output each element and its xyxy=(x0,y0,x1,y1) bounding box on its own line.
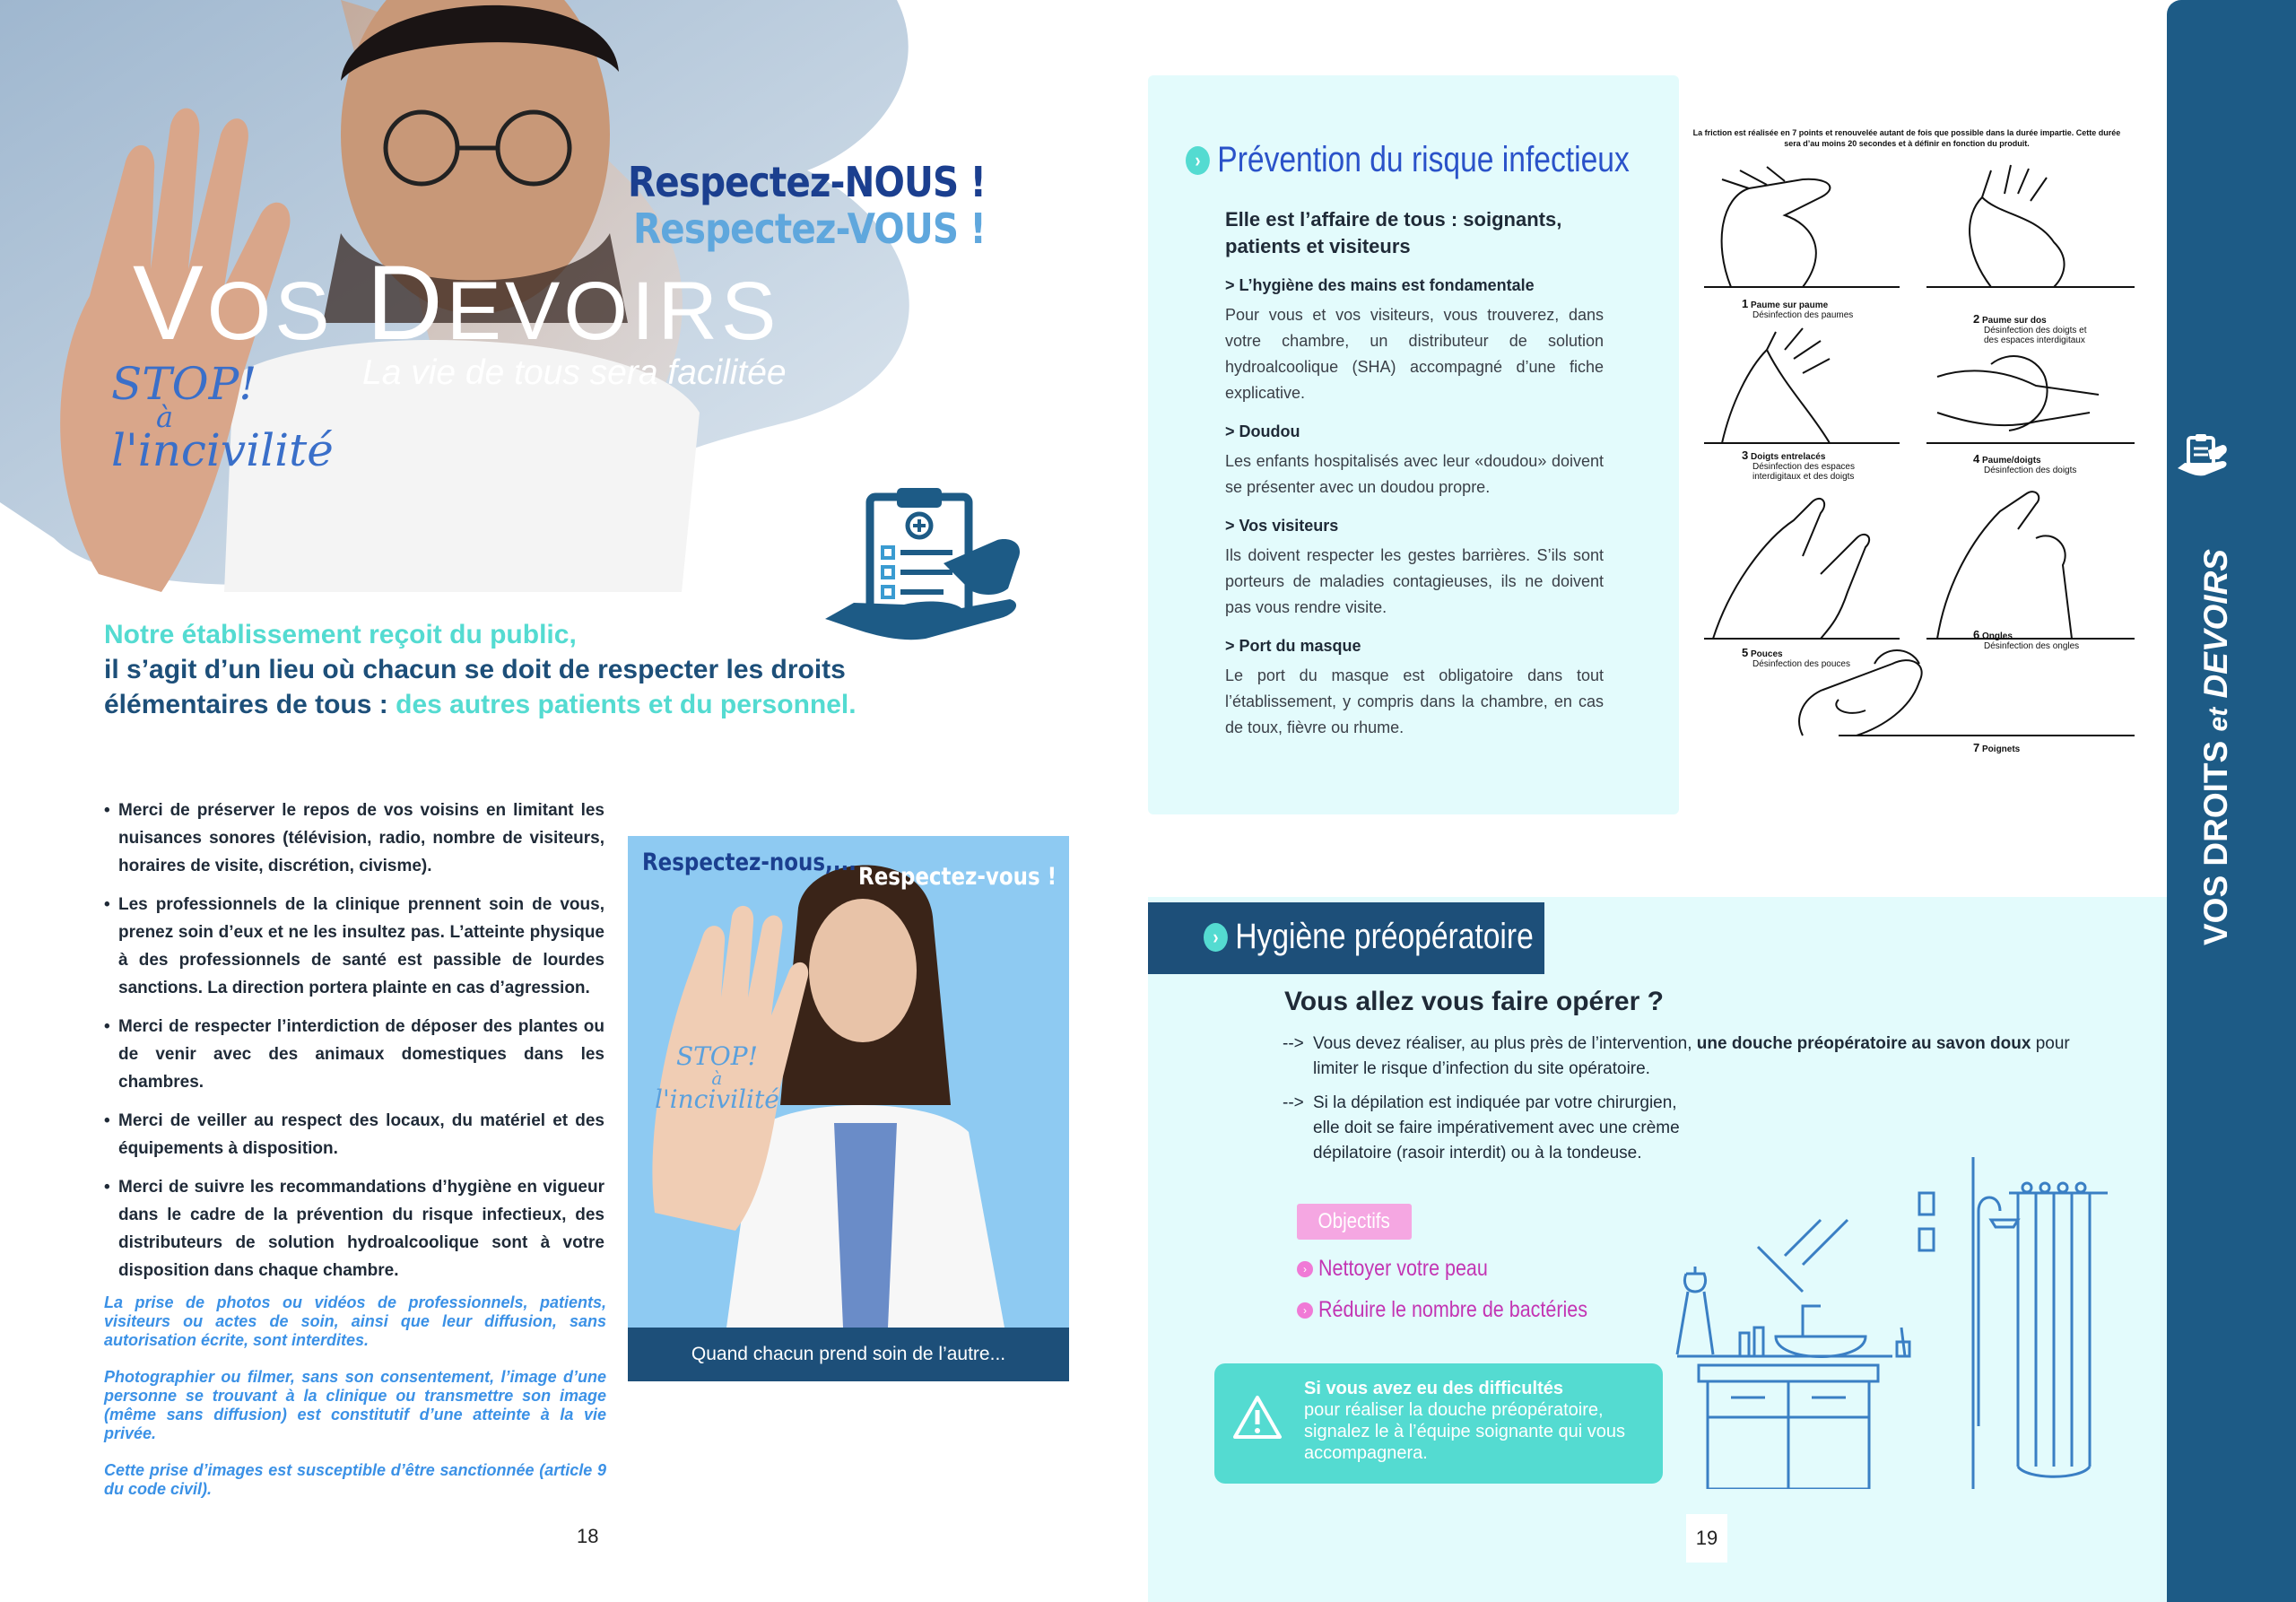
section-text: Ils doivent respecter les gestes barrières. S’ils sont porteurs de maladies contagieuses, ils ne doivent pas vous rendre visite. xyxy=(1225,546,1604,616)
sidebar-label-et: et xyxy=(2204,707,2233,732)
section-heading: > L’hygiène des mains est fondamentale xyxy=(1225,276,1535,294)
hygiene-item xyxy=(1283,1032,2072,1082)
notice-paragraph: La prise de photos ou vidéos de professionnels, patients, visiteurs ou actes de soin, ainsi que leur diffusion, sans autorisation écrite, sont interdites. xyxy=(104,1293,606,1349)
slogan-respect-nous: Respectez-NOUS ! xyxy=(628,158,987,206)
handwash-step xyxy=(1973,314,2126,345)
list-item: • Les professionnels de la clinique prennent soin de vous, prenez soin d’eux et ne les insultez pas. L’atteinte physique à des professionnels de santé est passible de lourdes sanctions. La direction portera plainte en cas d’agression. xyxy=(104,891,604,1002)
intro-part-3: des autres patients et du personnel. xyxy=(387,690,857,719)
image-rights-notice xyxy=(104,1293,606,1517)
title-part: EVOIRS xyxy=(446,266,780,357)
hygiene-item-text: Vous devez réaliser, au plus près de l’intervention, xyxy=(1313,1034,1697,1053)
handwash-header: La friction est réalisée en 7 points et renouvelée autant de fois que possible dans la durée impartie. Cette durée sera d’au moins 20 secondes et à définir en fonction du produit. xyxy=(1692,128,2121,148)
step-title: Doigts entrelacés xyxy=(1751,452,1826,462)
step-number: 3 xyxy=(1742,448,1749,462)
step-desc: Désinfection des espaces interdigitaux et des doigts xyxy=(1752,462,1855,482)
objectives-badge xyxy=(1297,1204,1412,1240)
objectives-label: Objectifs xyxy=(1318,1209,1391,1233)
section-text: Les enfants hospitalisés avec leur «doudou» doivent se présenter avec un doudou propre. xyxy=(1225,452,1604,496)
handwash-step xyxy=(1973,630,2079,651)
step-desc: Désinfection des ongles xyxy=(1984,641,2080,651)
hygiene-title-text: Hygiène préopératoire xyxy=(1235,917,1534,956)
handwash-diagram xyxy=(1695,161,2144,780)
poster-text-a: à xyxy=(711,1067,723,1089)
intro-part-1: Notre établissement reçoit du public, xyxy=(104,620,577,649)
warning-body: pour réaliser la douche préopératoire, signalez le à l’équipe soignante qui vous accompagnera. xyxy=(1304,1400,1626,1463)
warning-icon xyxy=(1232,1394,1283,1441)
handwash-step xyxy=(1742,299,1853,320)
chevron-right-icon: › xyxy=(1186,146,1210,175)
title-letter: V xyxy=(133,244,207,362)
hygiene-item xyxy=(1283,1091,1695,1166)
step-desc: Désinfection des paumes xyxy=(1752,310,1854,320)
poster-photo xyxy=(628,836,1069,1381)
hand-text-a: à xyxy=(156,400,174,434)
chevron-right-icon: › xyxy=(1297,1261,1313,1277)
notice-paragraph: Photographier ou filmer, sans son consentement, l’image d’une personne se trouvant à la clinique ou transmettre son image (même sans diffusion) est constitutif d’une atteinte à la vie privée. xyxy=(104,1368,606,1442)
poster-slogan-1: Respectez-nous,... xyxy=(642,849,857,876)
step-number: 4 xyxy=(1973,452,1980,466)
step-desc: Désinfection des doigts xyxy=(1984,466,2077,475)
section-heading: > Port du masque xyxy=(1225,637,1361,655)
objective-item xyxy=(1297,1297,1631,1323)
section-heading: > Vos visiteurs xyxy=(1225,517,1339,535)
title-letter: D xyxy=(366,244,447,362)
intro-part-2: il s’agit d’un lieu où chacun se doit de respecter les droits élémentaires de tous : xyxy=(104,655,846,719)
poster-slogan-2: Respectez-vous ! xyxy=(857,863,1057,891)
handwash-step xyxy=(1973,454,2076,475)
notice-paragraph: Cette prise d’images est susceptible d’être sanctionnée (article 9 du code civil). xyxy=(104,1461,606,1498)
page-number-right: 19 xyxy=(1686,1514,1727,1563)
page-subtitle: La vie de tous sera facilitée xyxy=(362,353,787,392)
step-title: Paume sur dos xyxy=(1982,316,2047,326)
page-number-left: 18 xyxy=(577,1525,599,1547)
sidebar-label-part: DEVOIRS xyxy=(2197,549,2234,708)
section-text: Le port du masque est obligatoire dans tout l’établissement, y compris dans la chambre, en cas de toux, fièvre ou rhume. xyxy=(1225,666,1604,736)
handwash-step xyxy=(1742,450,1876,482)
list-item: • Merci de respecter l’interdiction de déposer des plantes ou de venir avec des animaux domestiques dans les chambres. xyxy=(104,1013,604,1096)
clipboard-hand-icon xyxy=(2176,431,2230,484)
hygiene-item-bold: une douche préopératoire au savon doux xyxy=(1696,1034,2031,1053)
arrow-text: --> xyxy=(1283,1093,1304,1112)
list-item: • Merci de veiller au respect des locaux, du matériel et des équipements à disposition. xyxy=(104,1107,604,1162)
bathroom-illustration xyxy=(1668,1157,2117,1489)
prevention-title xyxy=(1186,140,1630,180)
prevention-title-text: Prévention du risque infectieux xyxy=(1217,140,1630,179)
objective-text: Nettoyer votre peau xyxy=(1318,1256,1488,1281)
arrow-text: --> xyxy=(1283,1034,1304,1053)
handwash-step xyxy=(1973,743,2020,754)
hand-text-incivilite: l'incivilité xyxy=(111,424,334,476)
step-desc: Désinfection des pouces xyxy=(1752,659,1850,669)
card-corner-shape xyxy=(1605,188,1686,260)
prevention-body xyxy=(1225,206,1604,741)
section-text: Pour vous et vos visiteurs, vous trouverez, dans votre chambre, un distributeur de solution hydroalcoolique (SHA) accompagné d’une fiche explicative. xyxy=(1225,306,1604,402)
chevron-right-icon: › xyxy=(1297,1302,1313,1319)
hand-writing xyxy=(111,358,334,476)
title-part: OS xyxy=(206,266,334,357)
objective-text: Réduire le nombre de bactéries xyxy=(1318,1297,1587,1322)
step-desc: Désinfection des doigts et des espaces interdigitaux xyxy=(1984,326,2087,345)
hand-text-stop: STOP! xyxy=(111,358,257,410)
rules-list xyxy=(104,797,604,1295)
step-number: 5 xyxy=(1742,646,1749,659)
step-number: 2 xyxy=(1973,312,1980,326)
hygiene-item-text: Si la dépilation est indiquée par votre chirurgien, elle doit se faire impérativement avec une crème dépilatoire (rasoir interdit) ou à la tondeuse. xyxy=(1313,1093,1680,1162)
list-item: • Merci de préserver le repos de vos voisins en limitant les nuisances sonores (télévision, radio, nombre de visiteurs, horaires de visite, discrétion, civisme). xyxy=(104,797,604,880)
sidebar-label xyxy=(2197,549,2235,945)
poster-hand-writing xyxy=(655,1041,779,1114)
hygiene-question: Vous allez vous faire opérer ? xyxy=(1284,987,1664,1016)
hygiene-item-text: pour limiter le risque d’infection du site opératoire. xyxy=(1313,1034,2070,1078)
section-heading: > Doudou xyxy=(1225,422,1300,440)
objective-item xyxy=(1297,1256,1516,1282)
slogan-respect-vous: Respectez-VOUS ! xyxy=(633,205,986,253)
chevron-right-icon: › xyxy=(1204,923,1228,952)
step-title: Paume/doigts xyxy=(1982,456,2041,466)
step-number: 1 xyxy=(1742,297,1749,310)
warning-text xyxy=(1304,1378,1663,1464)
poster-text-stop: STOP! xyxy=(675,1041,758,1071)
warning-heading: Si vous avez eu des difficultés xyxy=(1304,1379,1563,1398)
step-title: Ongles xyxy=(1982,631,2013,641)
step-title: Paume sur paume xyxy=(1751,300,1829,310)
step-number: 6 xyxy=(1973,628,1980,641)
step-number: 7 xyxy=(1973,741,1980,754)
poster-text-incivilite: l'incivilité xyxy=(655,1084,779,1114)
intro-text xyxy=(104,617,893,722)
step-title: Poignets xyxy=(1982,744,2021,754)
prevention-lead: Elle est l’affaire de tous : soignants, patients et visiteurs xyxy=(1225,208,1562,257)
page-title xyxy=(133,242,779,364)
list-item: • Merci de suivre les recommandations d’hygiène en vigueur dans le cadre de la prévention du risque infectieux, des distributeurs de solution hydroalcoolique sont à votre disposition dans chaque chambre. xyxy=(104,1173,604,1284)
step-title: Pouces xyxy=(1751,649,1783,659)
poster-caption: Quand chacun prend soin de l’autre... xyxy=(628,1328,1069,1381)
hygiene-body xyxy=(1283,1032,2072,1175)
sidebar-label-part: VOS DROITS xyxy=(2197,731,2234,945)
handwash-step xyxy=(1742,648,1850,669)
hygiene-title xyxy=(1204,917,1534,957)
